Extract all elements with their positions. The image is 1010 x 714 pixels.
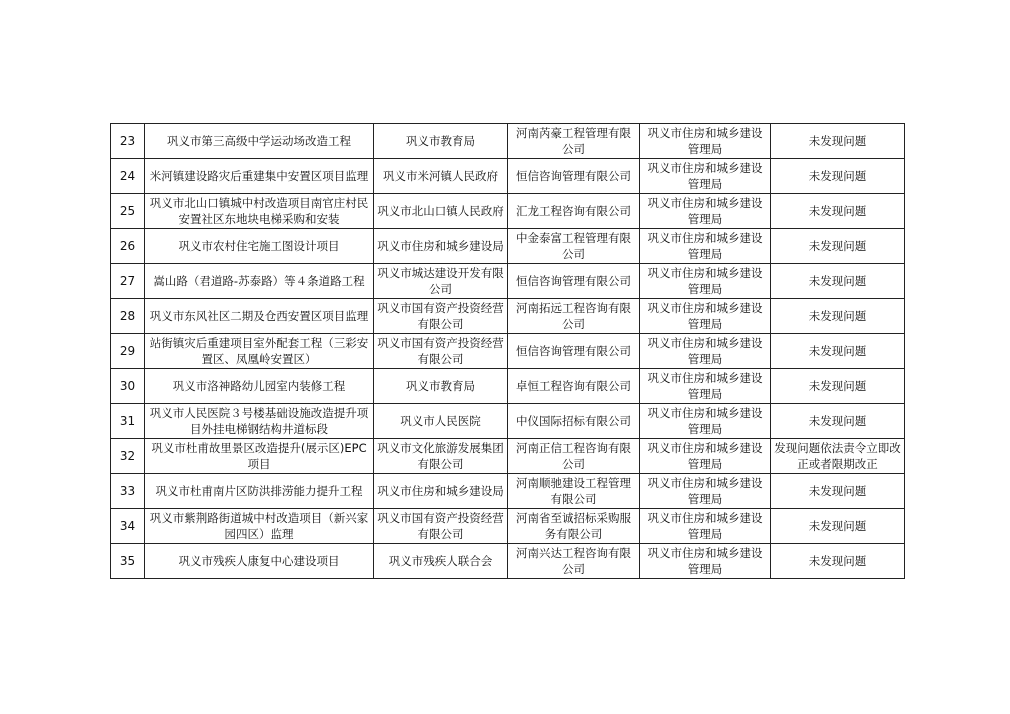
inspection-result: 未发现问题 (771, 369, 905, 404)
inspection-result: 未发现问题 (771, 264, 905, 299)
bidding-agency: 河南省至诚招标采购服务有限公司 (508, 509, 640, 544)
supervising-department: 巩义市住房和城乡建设管理局 (640, 159, 771, 194)
table-row (111, 369, 905, 404)
bidding-agency: 中金泰富工程管理有限公司 (508, 229, 640, 264)
table-row (111, 509, 905, 544)
project-name: 巩义市人民医院３号楼基础设施改造提升项目外挂电梯钢结构井道标段 (145, 404, 374, 439)
bidding-agency: 卓恒工程咨询有限公司 (508, 369, 640, 404)
supervising-department: 巩义市住房和城乡建设管理局 (640, 229, 771, 264)
supervising-department: 巩义市住房和城乡建设管理局 (640, 194, 771, 229)
project-name: 巩义市杜甫南片区防洪排涝能力提升工程 (145, 474, 374, 509)
row-number: 34 (111, 509, 145, 544)
project-name: 站街镇灾后重建项目室外配套工程（三彩安置区、凤凰岭安置区） (145, 334, 374, 369)
inspection-results-table (110, 123, 905, 579)
project-name: 嵩山路（君道路-苏泰路）等４条道路工程 (145, 264, 374, 299)
inspection-result: 未发现问题 (771, 124, 905, 159)
supervising-department: 巩义市住房和城乡建设管理局 (640, 264, 771, 299)
table-row (111, 264, 905, 299)
owner-unit: 巩义市国有资产投资经营有限公司 (374, 509, 508, 544)
project-name: 巩义市残疾人康复中心建设项目 (145, 544, 374, 579)
row-number: 23 (111, 124, 145, 159)
table-row (111, 299, 905, 334)
bidding-agency: 河南拓远工程咨询有限公司 (508, 299, 640, 334)
inspection-result: 未发现问题 (771, 299, 905, 334)
row-number: 33 (111, 474, 145, 509)
table-row (111, 334, 905, 369)
project-name: 巩义市洛神路幼儿园室内装修工程 (145, 369, 374, 404)
supervising-department: 巩义市住房和城乡建设管理局 (640, 299, 771, 334)
table-row (111, 474, 905, 509)
row-number: 25 (111, 194, 145, 229)
supervising-department: 巩义市住房和城乡建设管理局 (640, 439, 771, 474)
row-number: 28 (111, 299, 145, 334)
bidding-agency: 河南兴达工程咨询有限公司 (508, 544, 640, 579)
owner-unit: 巩义市人民医院 (374, 404, 508, 439)
table-row (111, 229, 905, 264)
owner-unit: 巩义市住房和城乡建设局 (374, 229, 508, 264)
project-name: 巩义市杜甫故里景区改造提升(展示区)EPC项目 (145, 439, 374, 474)
table-row (111, 159, 905, 194)
owner-unit: 巩义市国有资产投资经营有限公司 (374, 334, 508, 369)
inspection-result: 未发现问题 (771, 334, 905, 369)
row-number: 35 (111, 544, 145, 579)
inspection-result: 未发现问题 (771, 404, 905, 439)
bidding-agency: 河南正信工程咨询有限公司 (508, 439, 640, 474)
table-row (111, 124, 905, 159)
row-number: 27 (111, 264, 145, 299)
row-number: 29 (111, 334, 145, 369)
supervising-department: 巩义市住房和城乡建设管理局 (640, 544, 771, 579)
owner-unit: 巩义市教育局 (374, 124, 508, 159)
supervising-department: 巩义市住房和城乡建设管理局 (640, 369, 771, 404)
bidding-agency: 恒信咨询管理有限公司 (508, 334, 640, 369)
row-number: 30 (111, 369, 145, 404)
table-row (111, 194, 905, 229)
supervising-department: 巩义市住房和城乡建设管理局 (640, 124, 771, 159)
project-name: 米河镇建设路灾后重建集中安置区项目监理 (145, 159, 374, 194)
table-row (111, 544, 905, 579)
table-row (111, 404, 905, 439)
project-name: 巩义市农村住宅施工图设计项目 (145, 229, 374, 264)
bidding-agency: 恒信咨询管理有限公司 (508, 159, 640, 194)
project-name: 巩义市东风社区二期及仓西安置区项目监理 (145, 299, 374, 334)
owner-unit: 巩义市城达建设开发有限公司 (374, 264, 508, 299)
supervising-department: 巩义市住房和城乡建设管理局 (640, 404, 771, 439)
owner-unit: 巩义市国有资产投资经营有限公司 (374, 299, 508, 334)
owner-unit: 巩义市教育局 (374, 369, 508, 404)
project-name: 巩义市紫荆路街道城中村改造项目（新兴家园四区）监理 (145, 509, 374, 544)
table-body (111, 124, 905, 579)
supervising-department: 巩义市住房和城乡建设管理局 (640, 334, 771, 369)
inspection-result: 未发现问题 (771, 229, 905, 264)
bidding-agency: 河南顺驰建设工程管理有限公司 (508, 474, 640, 509)
table-row (111, 439, 905, 474)
owner-unit: 巩义市住房和城乡建设局 (374, 474, 508, 509)
row-number: 24 (111, 159, 145, 194)
row-number: 31 (111, 404, 145, 439)
inspection-result: 未发现问题 (771, 159, 905, 194)
bidding-agency: 汇龙工程咨询有限公司 (508, 194, 640, 229)
inspection-result: 发现问题依法责令立即改正或者限期改正 (771, 439, 905, 474)
owner-unit: 巩义市北山口镇人民政府 (374, 194, 508, 229)
bidding-agency: 中仪国际招标有限公司 (508, 404, 640, 439)
inspection-result: 未发现问题 (771, 474, 905, 509)
row-number: 26 (111, 229, 145, 264)
inspection-result: 未发现问题 (771, 544, 905, 579)
supervising-department: 巩义市住房和城乡建设管理局 (640, 509, 771, 544)
owner-unit: 巩义市残疾人联合会 (374, 544, 508, 579)
bidding-agency: 恒信咨询管理有限公司 (508, 264, 640, 299)
project-name: 巩义市北山口镇城中村改造项目南官庄村民安置社区东地块电梯采购和安装 (145, 194, 374, 229)
owner-unit: 巩义市文化旅游发展集团有限公司 (374, 439, 508, 474)
inspection-result: 未发现问题 (771, 509, 905, 544)
project-name: 巩义市第三高级中学运动场改造工程 (145, 124, 374, 159)
row-number: 32 (111, 439, 145, 474)
inspection-result: 未发现问题 (771, 194, 905, 229)
owner-unit: 巩义市米河镇人民政府 (374, 159, 508, 194)
supervising-department: 巩义市住房和城乡建设管理局 (640, 474, 771, 509)
bidding-agency: 河南芮豪工程管理有限公司 (508, 124, 640, 159)
